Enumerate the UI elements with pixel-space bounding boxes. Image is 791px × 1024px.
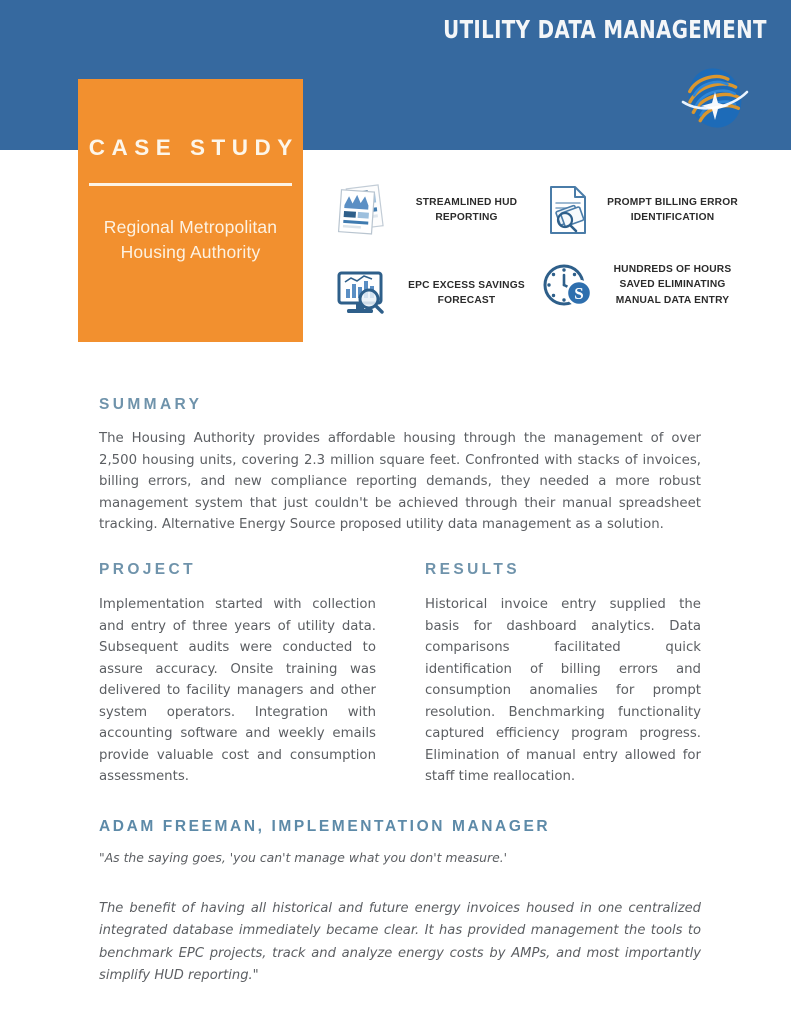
testimonial-short-quote: "As the saying goes, 'you can't manage what you don't measure.' — [99, 850, 508, 865]
project-section — [99, 561, 376, 788]
case-study-box — [78, 79, 303, 342]
feature-item — [538, 256, 743, 314]
testimonial-attribution: ADAM FREEMAN, IMPLEMENTATION MANAGER — [99, 818, 551, 835]
project-heading: PROJECT — [99, 561, 197, 578]
stacked-reports-icon — [332, 181, 392, 239]
monitor-chart-magnifier-icon — [332, 264, 392, 322]
project-text: Implementation started with collection and entry of three years of utility data. Subsequent audits were conducted to assure accuracy. Onsite training was delivered to facility managers and other system operators. Integration with accounting software and weekly emails provide valuable cost and consumption assessments. — [99, 597, 376, 785]
svg-text:S: S — [574, 284, 584, 303]
page-title: UTILITY DATA MANAGEMENT — [443, 15, 767, 44]
feature-label: PROMPT BILLING ERROR IDENTIFICATION — [607, 196, 738, 223]
case-study-title: CASE STUDY — [88, 135, 299, 160]
testimonial-long-quote: The benefit of having all historical and future energy invoices housed in one centralized integrated database immediately became clear. It has provided management the tools to benchmark EPC projects, track and analyze energy costs by AMPs, and most importantly simplify HUD reporting." — [99, 900, 701, 984]
summary-section — [99, 396, 701, 536]
feature-label: STREAMLINED HUD REPORTING — [415, 196, 518, 223]
summary-heading: SUMMARY — [99, 396, 203, 413]
results-text: Historical invoice entry supplied the basis for dashboard analytics. Data comparisons facilitated quick identification of billing errors and consumption anomalies for prompt resolution. Benchmarking functionality captured efficiency program progress. Elimination of manual entry allowed for staff time reallocation. — [425, 597, 701, 785]
feature-label: HUNDREDS OF HOURS SAVED ELIMINATING MANUAL DATA ENTRY — [613, 263, 732, 306]
results-section — [425, 561, 701, 788]
testimonial-section — [99, 818, 701, 988]
feature-item — [538, 181, 743, 239]
case-study-divider — [89, 183, 292, 186]
feature-highlights — [330, 178, 750, 346]
case-study-subtitle: Regional Metropolitan Housing Authority — [103, 217, 278, 263]
feature-label: EPC EXCESS SAVINGS FORECAST — [408, 279, 525, 306]
results-heading: RESULTS — [425, 561, 520, 578]
summary-text: The Housing Authority provides affordable housing through the management of over 2,500 housing units, covering 2.3 million square feet. Confronted with stacks of invoices, billing errors, and new compliance reporting demands, they needed a more robust management system that just couldn't be achieved through their manual spreadsheet tracking. Alternative Energy Source proposed utility data management as a solution. — [99, 431, 701, 533]
feature-item — [332, 181, 537, 239]
document-magnifier-icon — [538, 181, 598, 239]
globe-swoosh-logo — [677, 62, 753, 136]
feature-item — [332, 264, 537, 322]
clock-dollar-icon — [538, 256, 598, 314]
